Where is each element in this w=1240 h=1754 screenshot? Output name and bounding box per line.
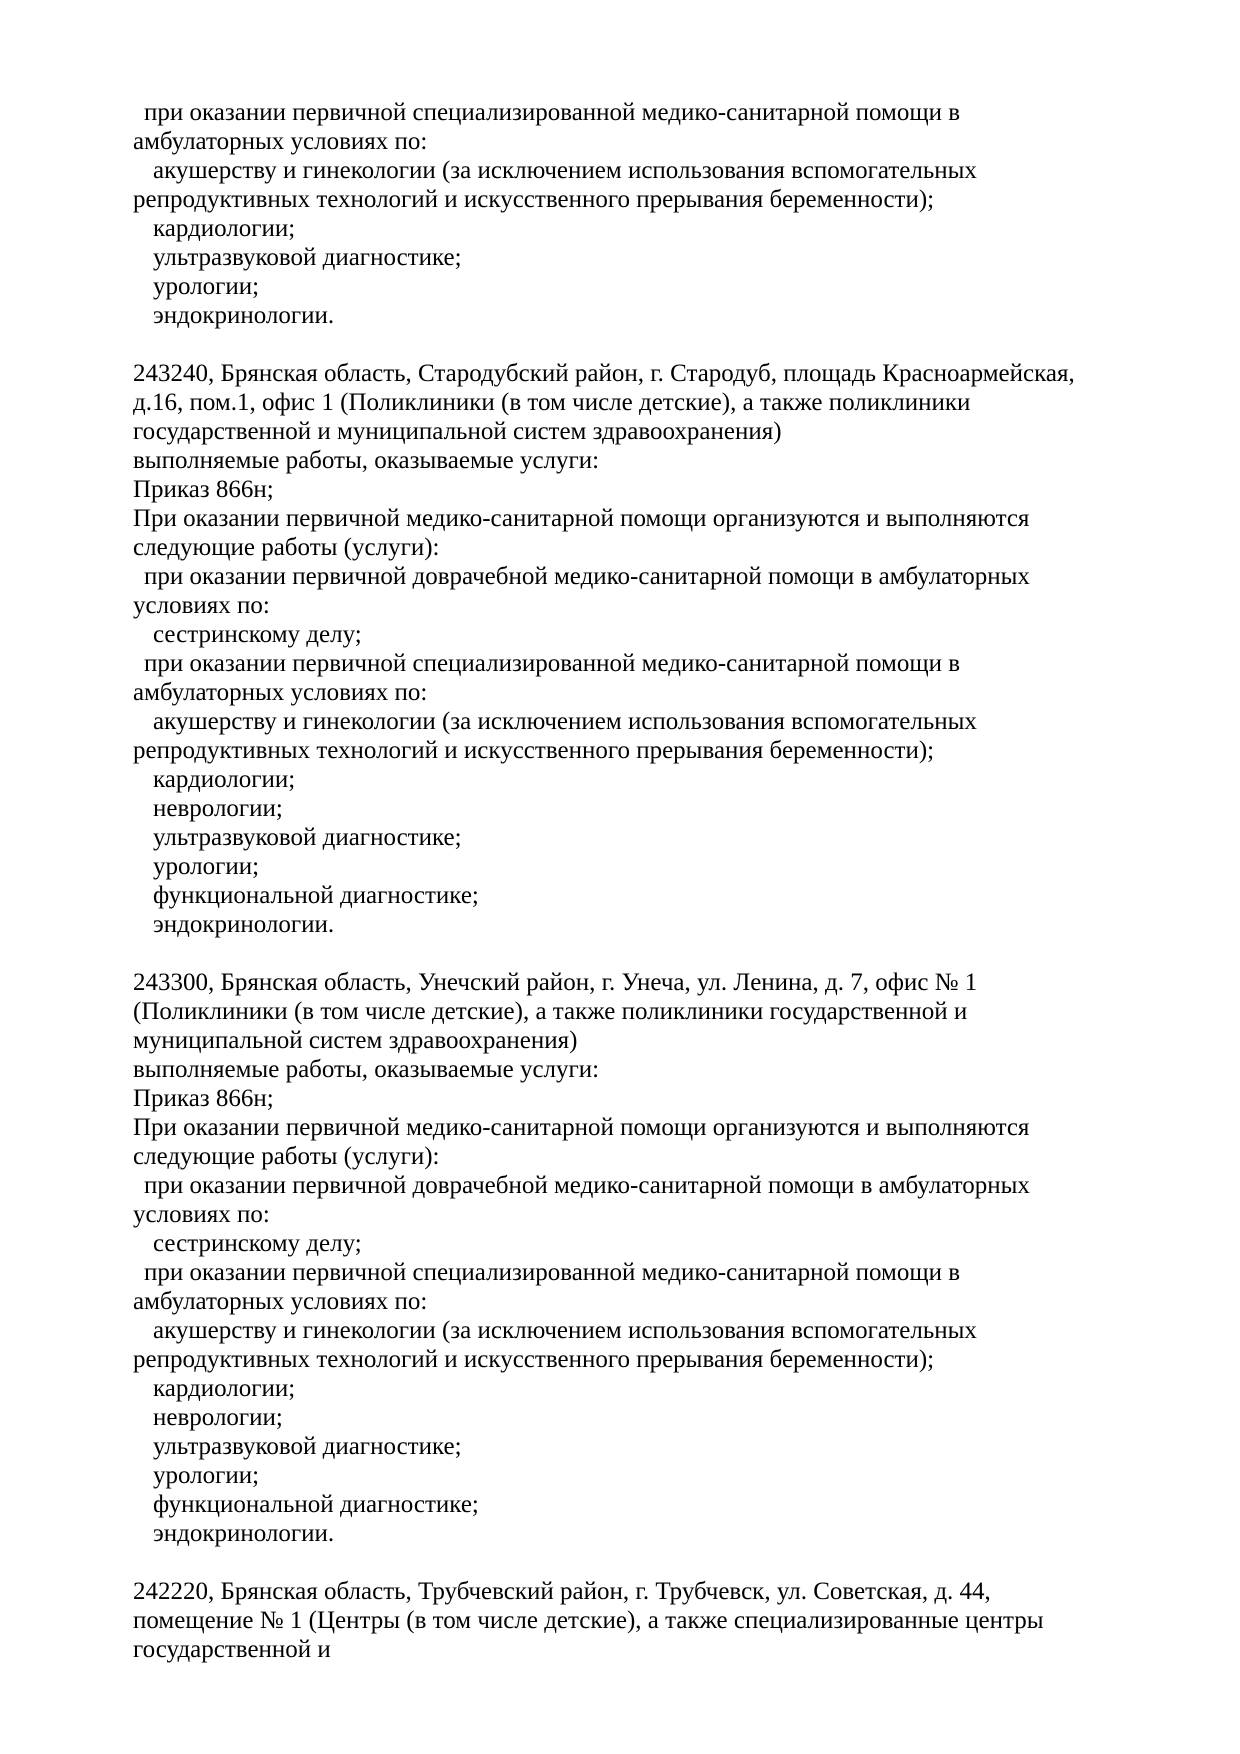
paragraph: функциональной диагностике;: [153, 1491, 479, 1518]
paragraph: акушерству и гинекологии (за исключением использования вспомогательных репродуктивных технологий и искусственного прерывания беременности);: [133, 1317, 977, 1373]
paragraph: сестринскому делу;: [153, 1230, 362, 1257]
paragraph: урологии;: [153, 273, 260, 300]
paragraph: Приказ 866н;: [133, 1085, 274, 1112]
paragraph: При оказании первичной медико-санитарной помощи организуются и выполняются следующие работы (услуги):: [133, 505, 1030, 561]
paragraph: акушерству и гинекологии (за исключением использования вспомогательных репродуктивных технологий и искусственного прерывания беременности);: [133, 157, 977, 213]
paragraph: неврологии;: [153, 1404, 283, 1431]
blank-line: [133, 939, 1112, 968]
paragraph: сестринскому делу;: [153, 621, 362, 648]
paragraph: ультразвуковой диагностике;: [153, 244, 462, 271]
paragraph: 243300, Брянская область, Унечский район, г. Унеча, ул. Ленина, д. 7, офис № 1 (Поликлиники (в том числе детские), а также поликлиники государственной и муниципальной систем здравоохранения): [133, 969, 978, 1054]
paragraph: при оказании первичной специализированной медико-санитарной помощи в амбулаторных условиях по:: [133, 1259, 961, 1315]
paragraph: акушерству и гинекологии (за исключением использования вспомогательных репродуктивных технологий и искусственного прерывания беременности);: [133, 708, 977, 764]
paragraph: кардиологии;: [153, 766, 296, 793]
paragraph: при оказании первичной доврачебной медико-санитарной помощи в амбулаторных условиях по:: [133, 563, 1030, 619]
paragraph: функциональной диагностике;: [153, 882, 479, 909]
paragraph: выполняемые работы, оказываемые услуги:: [133, 447, 600, 474]
paragraph: выполняемые работы, оказываемые услуги:: [133, 1056, 600, 1083]
paragraph: урологии;: [153, 853, 260, 880]
paragraph: кардиологии;: [153, 215, 296, 242]
paragraph: при оказании первичной доврачебной медико-санитарной помощи в амбулаторных условиях по:: [133, 1172, 1030, 1228]
blank-line: [133, 330, 1112, 359]
paragraph: ультразвуковой диагностике;: [153, 824, 462, 851]
paragraph: кардиологии;: [153, 1375, 296, 1402]
paragraph: Приказ 866н;: [133, 476, 274, 503]
paragraph: ультразвуковой диагностике;: [153, 1433, 462, 1460]
paragraph: эндокринологии.: [153, 911, 335, 938]
paragraph: 243240, Брянская область, Стародубский район, г. Стародуб, площадь Красноармейская, д.16, пом.1, офис 1 (Поликлиники (в том числе детские), а также поликлиники государственной и муниципальной систем здравоохранения): [133, 360, 1075, 445]
paragraph: эндокринологии.: [153, 302, 335, 329]
document-body: [133, 98, 1112, 1664]
paragraph: при оказании первичной специализированной медико-санитарной помощи в амбулаторных условиях по:: [133, 99, 961, 155]
paragraph: эндокринологии.: [153, 1520, 335, 1547]
paragraph: урологии;: [153, 1462, 260, 1489]
paragraph: неврологии;: [153, 795, 283, 822]
paragraph: при оказании первичной специализированной медико-санитарной помощи в амбулаторных условиях по:: [133, 650, 961, 706]
paragraph: При оказании первичной медико-санитарной помощи организуются и выполняются следующие работы (услуги):: [133, 1114, 1030, 1170]
blank-line: [133, 1548, 1112, 1577]
paragraph: 242220, Брянская область, Трубчевский район, г. Трубчевск, ул. Советская, д. 44, помещение № 1 (Центры (в том числе детские), а также специализированные центры государственной и: [133, 1578, 1044, 1663]
